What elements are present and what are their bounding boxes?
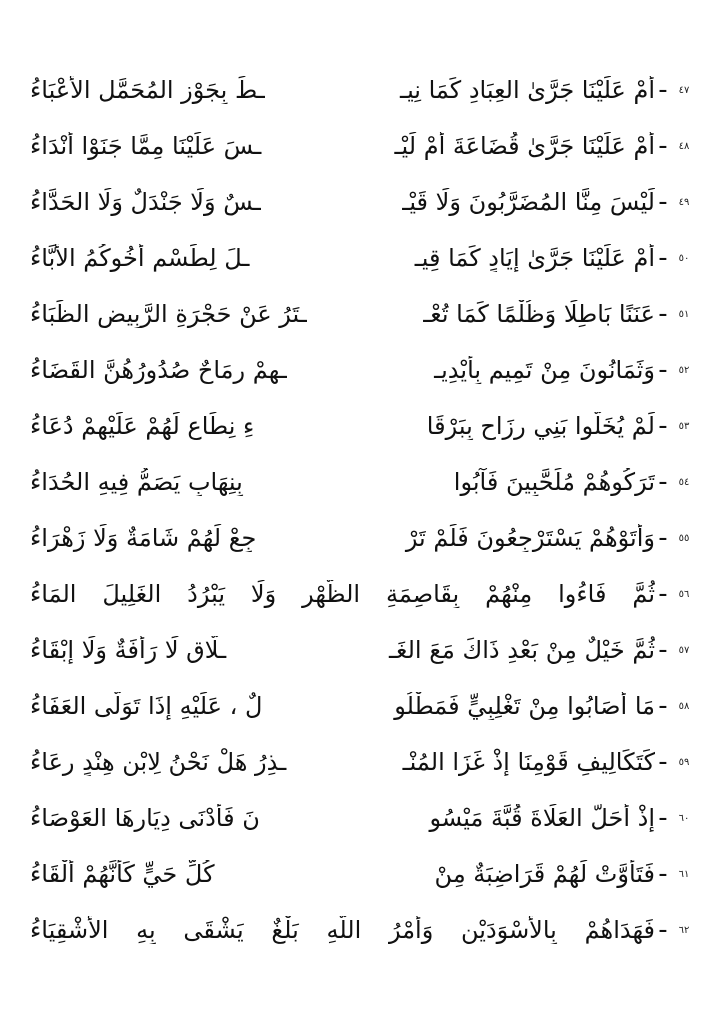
verse-line bbox=[30, 230, 697, 286]
verse-first-hemistich: فَتَأَوَّتْ لَهُمْ قَرَاضِبَةٌ مِنْ bbox=[434, 859, 655, 888]
verse-first-hemistich: أَمْ عَلَيْنَا جَرَّىٰ قُضَاعَةَ أَمْ لَيْـ bbox=[394, 131, 655, 160]
verse-dash: - bbox=[658, 747, 668, 777]
verse-dash: - bbox=[658, 243, 668, 273]
verse-dash: - bbox=[658, 299, 668, 329]
verse-second-hemistich: نَ فَأَدْنَى دِيَارِهَا العَوْصَاءُ bbox=[30, 803, 260, 832]
verse-line bbox=[30, 622, 697, 678]
verse-second-hemistich: ـطَ بِجَوْزِ المُحَمَّلِ الأَعْبَاءُ bbox=[30, 75, 265, 104]
verse-first-hemistich: عَنَنًا بَاطِلًا وَظُلْمًا كَمَا تُعْـ bbox=[423, 299, 655, 328]
verse-second-hemistich: كُلِّ حَيٍّ كَأَنَّهُمْ أَلْقَاءُ bbox=[30, 859, 215, 888]
verse-line bbox=[30, 790, 697, 846]
verse-line bbox=[30, 902, 697, 958]
verse-number: ٤٧ bbox=[678, 84, 690, 96]
verse-dash: - bbox=[658, 803, 668, 833]
verse-second-hemistich: لٌ ، عَلَيْهِ إِذَا تَوَلَّى العَفَاءُ bbox=[30, 691, 263, 720]
verse-full-line: فَهَدَاهُمْ بِالأَسْوَدَيْنِ وَأَمْرُ اللَّهِ بَلْغٌ يَشْقَى بِهِ الأَشْقِيَاءُ bbox=[30, 915, 655, 944]
verse-line bbox=[30, 342, 697, 398]
verse-dash: - bbox=[658, 131, 668, 161]
verse-line bbox=[30, 62, 697, 118]
verse-dash: - bbox=[658, 355, 668, 385]
verse-dash: - bbox=[658, 411, 668, 441]
verse-full-line: ثُمَّ فَاءُوا مِنْهُمْ بِقَاصِمَةِ الظَّهْرِ وَلَا يَبْرُدُ الغَلِيلَ المَاءُ bbox=[30, 579, 655, 608]
verse-first-hemistich: أَمْ عَلَيْنَا جَرَّىٰ إِيَادٍ كَمَا قِيـ bbox=[414, 243, 655, 272]
verse-line bbox=[30, 174, 697, 230]
verse-second-hemistich: ـهِمْ رِمَاحٌ صُدُورُهُنَّ القَضَاءُ bbox=[30, 355, 287, 384]
verse-first-hemistich: أَمْ عَلَيْنَا جَرَّىٰ العِبَادِ كَمَا نِيـ bbox=[400, 75, 655, 104]
verse-first-hemistich: تَرَكُوهُمْ مُلَحَّبِينَ فَآبُوا bbox=[453, 467, 655, 496]
verse-number: ٤٩ bbox=[678, 196, 690, 208]
verse-line bbox=[30, 454, 697, 510]
verse-number: ٥٧ bbox=[678, 644, 690, 656]
verse-line bbox=[30, 510, 697, 566]
verse-number: ٤٨ bbox=[678, 140, 690, 152]
verse-dash: - bbox=[658, 187, 668, 217]
verse-second-hemistich: ـسٌ وَلَا جَنْدَلٌ وَلَا الحَدَّاءُ bbox=[30, 187, 261, 216]
verse-number: ٦١ bbox=[678, 868, 690, 880]
verse-first-hemistich: إِذْ أَحَلَّ العَلَاةَ قُبَّةَ مَيْسُو bbox=[429, 803, 655, 832]
verse-number: ٥٥ bbox=[678, 532, 690, 544]
verse-dash: - bbox=[658, 691, 668, 721]
verse-second-hemistich: ءِ نِطَاعٍ لَهُمْ عَلَيْهِمْ دُعَاءُ bbox=[30, 411, 255, 440]
verse-dash: - bbox=[658, 75, 668, 105]
verse-first-hemistich: كَتَكَالِيفِ قَوْمِنَا إِذْ غَزَا المُنْـ bbox=[402, 747, 655, 776]
verse-second-hemistich: ـلَ لِطَسْمٍ أَخُوكُمُ الأَبَّاءُ bbox=[30, 243, 250, 272]
verse-second-hemistich: ـتَرُ عَنْ حَجْرَةِ الرَّبِيضِ الظِّبَاءُ bbox=[30, 299, 307, 328]
verse-dash: - bbox=[658, 579, 668, 609]
verse-second-hemistich: جِعْ لَهُمْ شَامَةٌ وَلَا زَهْرَاءُ bbox=[30, 523, 257, 552]
verse-number: ٥٠ bbox=[678, 252, 690, 264]
verse-second-hemistich: ـذِرُ هَلْ نَحْنُ لِابْنِ هِنْدٍ رِعَاءُ bbox=[30, 747, 287, 776]
verse-line bbox=[30, 846, 697, 902]
verse-number: ٥٤ bbox=[678, 476, 690, 488]
verse-dash: - bbox=[658, 467, 668, 497]
verse-number: ٥١ bbox=[678, 308, 690, 320]
verse-dash: - bbox=[658, 635, 668, 665]
verse-line bbox=[30, 734, 697, 790]
verse-dash: - bbox=[658, 859, 668, 889]
verse-dash: - bbox=[658, 523, 668, 553]
verse-number: ٦٠ bbox=[678, 812, 690, 824]
verse-first-hemistich: وَثَمَانُونَ مِنْ تَمِيمٍ بِأَيْدِيـ bbox=[434, 355, 655, 384]
verse-dash: - bbox=[658, 915, 668, 945]
verse-number: ٥٨ bbox=[678, 700, 690, 712]
verse-line bbox=[30, 678, 697, 734]
verse-number: ٥٦ bbox=[678, 588, 690, 600]
verse-line bbox=[30, 398, 697, 454]
verse-line bbox=[30, 118, 697, 174]
verse-second-hemistich: ـلَّاقِ لَا رَأْفَةٌ وَلَا إِبْقَاءُ bbox=[30, 635, 227, 664]
verse-number: ٥٩ bbox=[678, 756, 690, 768]
verse-first-hemistich: لَيْسَ مِنَّا المُضَرَّبُونَ وَلَا قَيْـ bbox=[402, 187, 655, 216]
verse-first-hemistich: وَأَتَوْهُمْ يَسْتَرْجِعُونَ فَلَمْ تَرْ bbox=[405, 523, 655, 552]
verse-number: ٦٢ bbox=[678, 924, 690, 936]
verse-line bbox=[30, 566, 697, 622]
verse-line bbox=[30, 286, 697, 342]
verse-first-hemistich: مَا أَصَابُوا مِنْ تَغْلِبِيٍّ فَمَطْلُو bbox=[394, 691, 655, 720]
verse-first-hemistich: لَمْ يُخَلُّوا بَنِي رِزَاحٍ بِبَرْقَا bbox=[426, 411, 655, 440]
verse-number: ٥٣ bbox=[678, 420, 690, 432]
verse-first-hemistich: ثُمَّ خَيْلٌ مِنْ بَعْدِ ذَاكَ مَعَ الغَـ bbox=[388, 635, 655, 664]
verse-second-hemistich: بِنِهَابٍ يَصَمُّ فِيهِ الحُدَاءُ bbox=[30, 467, 243, 496]
verse-number: ٥٢ bbox=[678, 364, 690, 376]
verse-second-hemistich: ـسَ عَلَيْنَا مِمَّا جَنَوْا أَنْدَاءُ bbox=[30, 131, 262, 160]
